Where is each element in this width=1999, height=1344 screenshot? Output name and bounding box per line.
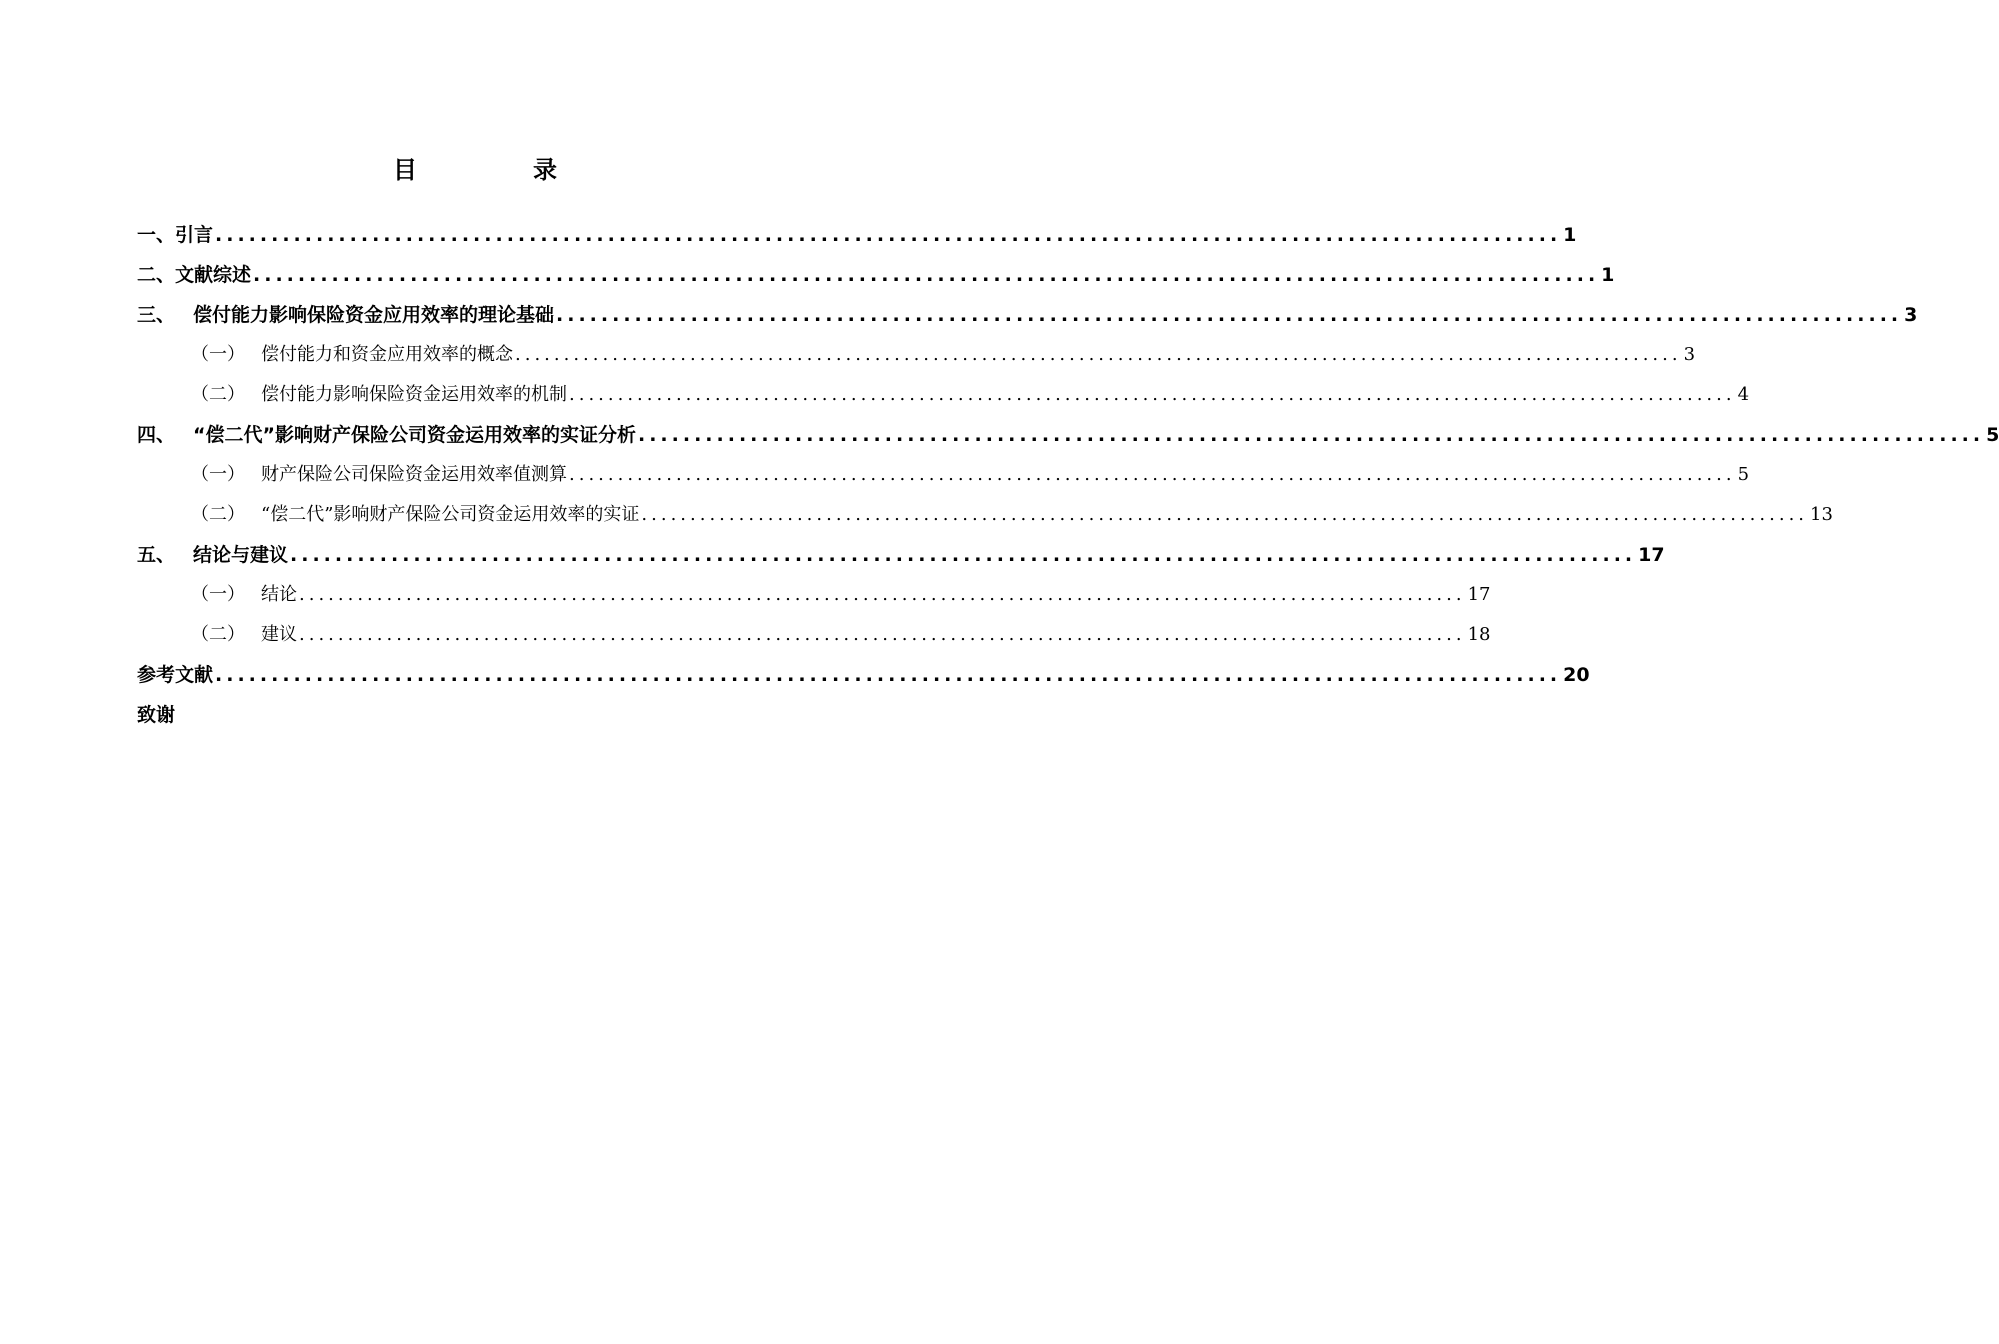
- toc-entry-title: 结论与建议: [193, 544, 289, 566]
- toc-entry-number: （一）: [191, 344, 245, 365]
- toc-dot-leader: ........................................................................................................................: [215, 664, 1562, 686]
- toc-entry-number: 三、: [137, 304, 176, 326]
- toc-entry-title: 文献综述: [175, 264, 252, 286]
- toc-subentry-mechanism[interactable]: [137, 380, 1750, 420]
- toc-entry-conclusion[interactable]: [137, 540, 1665, 580]
- toc-subentry-efficiency-measurement[interactable]: [137, 460, 1750, 500]
- toc-subentry-suggestions[interactable]: [137, 620, 1491, 660]
- toc-subentry-conclusions[interactable]: [137, 580, 1491, 620]
- toc-entry-number: 一、: [137, 224, 176, 246]
- toc-entry-page: 3: [1904, 304, 1918, 326]
- toc-entry-introduction[interactable]: [137, 220, 1577, 260]
- toc-entry-title: 引言: [175, 224, 214, 246]
- toc-entry-page: 17: [1638, 544, 1665, 566]
- toc-entry-acknowledgements[interactable]: [137, 700, 850, 740]
- toc-entry-literature-review[interactable]: [137, 260, 1615, 300]
- toc-entry-title: “偿二代”影响财产保险公司资金运用效率的实证: [261, 504, 640, 525]
- toc-entry-title: 致谢: [137, 704, 176, 726]
- toc-entry-number: （一）: [191, 464, 245, 485]
- toc-dot-leader: ........................................................................................................................: [569, 384, 1736, 405]
- toc-entry-page: 4: [1737, 384, 1750, 405]
- toc-entry-title: 财产保险公司保险资金运用效率值测算: [261, 464, 567, 485]
- toc-entry-title: “偿二代”影响财产保险公司资金运用效率的实证分析: [193, 424, 636, 446]
- toc-entry-number: 四、: [137, 424, 176, 446]
- toc-title: 目 录: [393, 156, 603, 184]
- toc-entry-page: 13: [1810, 504, 1833, 525]
- toc-entry-number: （二）: [191, 504, 245, 525]
- toc-entry-title: 偿付能力影响保险资金应用效率的理论基础: [193, 304, 555, 326]
- toc-entry-title: 建议: [261, 624, 297, 645]
- toc-entry-title: 偿付能力和资金应用效率的概念: [261, 344, 513, 365]
- toc-entry-title: 结论: [261, 584, 297, 605]
- toc-entry-title: 参考文献: [137, 664, 214, 686]
- toc-subentry-concepts[interactable]: [137, 340, 1696, 380]
- toc-dot-leader: ........................................................................................................................: [253, 264, 1600, 286]
- toc-entry-references[interactable]: [137, 660, 1590, 700]
- toc-entry-page: 17: [1467, 584, 1491, 605]
- toc-entry-title: 偿付能力影响保险资金运用效率的机制: [261, 384, 567, 405]
- toc-entry-number: （一）: [191, 584, 245, 605]
- toc-dot-leader: ........................................................................................................................: [569, 464, 1736, 485]
- toc-entry-theory[interactable]: [137, 300, 1918, 340]
- toc-entry-number: （二）: [191, 624, 245, 645]
- toc-entry-number: 五、: [137, 544, 176, 566]
- toc-dot-leader: ........................................................................................................................: [515, 344, 1682, 365]
- toc-dot-leader: ........................................................................................................................: [641, 504, 1809, 525]
- toc-subentry-empirical-test[interactable]: [137, 500, 1833, 540]
- toc-entry-page: 20: [1563, 664, 1590, 686]
- toc-dot-leader: ........................................................................................................................: [299, 584, 1466, 605]
- table-of-contents: [137, 220, 1999, 740]
- toc-entry-page: 5: [1986, 424, 1999, 446]
- toc-dot-leader: ........................................................................................................................: [637, 424, 1985, 446]
- toc-dot-leader: ........................................................................................................................: [299, 624, 1466, 645]
- toc-dot-leader: ........................................................................................................................: [290, 544, 1637, 566]
- toc-entry-empirical-analysis[interactable]: [137, 420, 1999, 460]
- toc-dot-leader: ........................................................................................................................: [556, 304, 1903, 326]
- toc-entry-page: 3: [1683, 344, 1696, 365]
- toc-entry-page: 1: [1563, 224, 1577, 246]
- toc-entry-number: （二）: [191, 384, 245, 405]
- toc-entry-number: 二、: [137, 264, 176, 286]
- toc-entry-page: 18: [1467, 624, 1491, 645]
- toc-entry-page: 5: [1737, 464, 1750, 485]
- toc-dot-leader: ........................................................................................................................: [215, 224, 1562, 246]
- toc-entry-page: 1: [1601, 264, 1615, 286]
